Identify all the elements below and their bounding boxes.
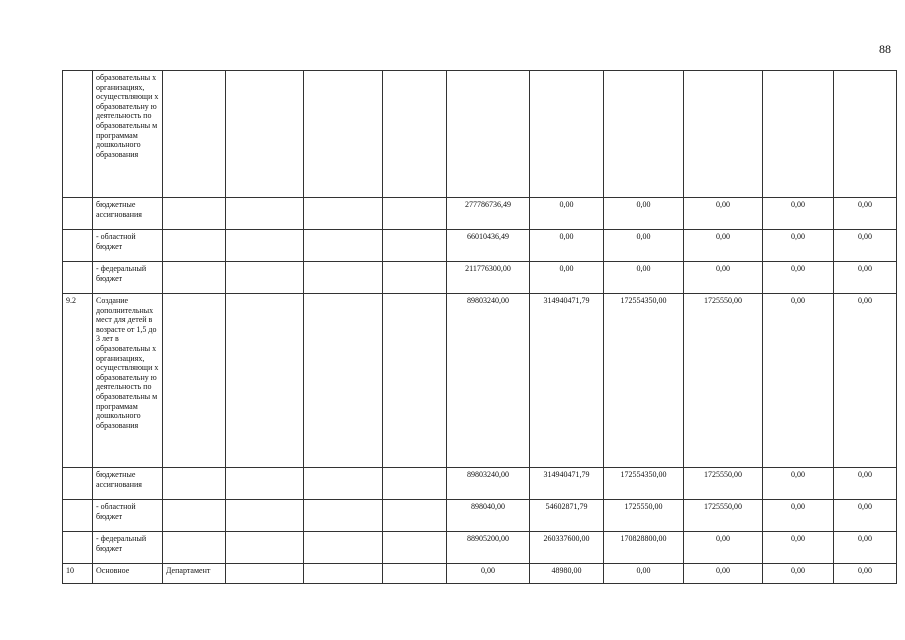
value-cell-2: 314940471,79 — [530, 294, 604, 468]
row-name-cell: Основное — [93, 564, 163, 584]
value-cell-2: 0,00 — [530, 198, 604, 230]
value-cell-3 — [604, 71, 684, 198]
value-cell-3: 172554350,00 — [604, 468, 684, 500]
value-cell-3: 172554350,00 — [604, 294, 684, 468]
executor-cell: Департамент — [163, 564, 226, 584]
row-number-cell: 10 — [63, 564, 93, 584]
value-cell-5: 0,00 — [763, 230, 834, 262]
value-cell-6: 0,00 — [834, 230, 897, 262]
executor-cell — [163, 71, 226, 198]
value-cell-6: 0,00 — [834, 262, 897, 294]
executor-cell — [163, 262, 226, 294]
empty-cell — [226, 198, 304, 230]
table-row — [63, 564, 897, 584]
value-cell-6: 0,00 — [834, 564, 897, 584]
empty-cell — [383, 230, 447, 262]
row-name-cell: - областной бюджет — [93, 500, 163, 532]
value-cell-1: 89803240,00 — [447, 294, 530, 468]
budget-table — [62, 70, 897, 584]
empty-cell — [304, 532, 383, 564]
value-cell-4: 0,00 — [684, 262, 763, 294]
empty-cell — [226, 71, 304, 198]
value-cell-1: 0,00 — [447, 564, 530, 584]
value-cell-3: 0,00 — [604, 262, 684, 294]
value-cell-6: 0,00 — [834, 294, 897, 468]
executor-cell — [163, 500, 226, 532]
executor-cell — [163, 468, 226, 500]
value-cell-5: 0,00 — [763, 468, 834, 500]
table-row — [63, 294, 897, 468]
row-name-cell: - федеральный бюджет — [93, 262, 163, 294]
value-cell-1: 89803240,00 — [447, 468, 530, 500]
empty-cell — [383, 564, 447, 584]
row-name-cell: Создание дополнительных мест для детей в возрасте от 1,5 до 3 лет в образовательны х организациях, осуществляющи х образовательну ю деятельность по образовательны м программам дошкольного образования — [93, 294, 163, 468]
empty-cell — [226, 262, 304, 294]
empty-cell — [383, 71, 447, 198]
value-cell-4: 1725550,00 — [684, 468, 763, 500]
row-number-cell — [63, 230, 93, 262]
empty-cell — [304, 262, 383, 294]
row-number-cell — [63, 500, 93, 532]
executor-cell — [163, 294, 226, 468]
value-cell-3: 0,00 — [604, 198, 684, 230]
empty-cell — [226, 500, 304, 532]
value-cell-5: 0,00 — [763, 262, 834, 294]
empty-cell — [304, 500, 383, 532]
table-row — [63, 532, 897, 564]
value-cell-4: 0,00 — [684, 532, 763, 564]
row-number-cell: 9.2 — [63, 294, 93, 468]
value-cell-4: 0,00 — [684, 564, 763, 584]
row-name-cell: - областной бюджет — [93, 230, 163, 262]
value-cell-4: 0,00 — [684, 198, 763, 230]
table-row — [63, 468, 897, 500]
row-number-cell — [63, 198, 93, 230]
value-cell-1: 88905200,00 — [447, 532, 530, 564]
table-row — [63, 198, 897, 230]
value-cell-4: 1725550,00 — [684, 500, 763, 532]
row-number-cell — [63, 532, 93, 564]
value-cell-5: 0,00 — [763, 198, 834, 230]
value-cell-1: 898040,00 — [447, 500, 530, 532]
value-cell-2: 0,00 — [530, 230, 604, 262]
value-cell-6: 0,00 — [834, 500, 897, 532]
value-cell-3: 0,00 — [604, 564, 684, 584]
empty-cell — [383, 198, 447, 230]
value-cell-5: 0,00 — [763, 294, 834, 468]
value-cell-2: 0,00 — [530, 262, 604, 294]
empty-cell — [226, 564, 304, 584]
value-cell-4: 0,00 — [684, 230, 763, 262]
value-cell-4: 1725550,00 — [684, 294, 763, 468]
value-cell-2: 54602871,79 — [530, 500, 604, 532]
value-cell-1: 277786736,49 — [447, 198, 530, 230]
row-name-cell: образовательны х организациях, осуществляющи х образовательну ю деятельность по образовательны м программам дошкольного образования — [93, 71, 163, 198]
value-cell-5: 0,00 — [763, 532, 834, 564]
empty-cell — [383, 468, 447, 500]
value-cell-3: 0,00 — [604, 230, 684, 262]
empty-cell — [226, 468, 304, 500]
row-name-cell: - федеральный бюджет — [93, 532, 163, 564]
empty-cell — [383, 294, 447, 468]
row-name-cell: бюджетные ассигнования — [93, 198, 163, 230]
table-row — [63, 230, 897, 262]
executor-cell — [163, 532, 226, 564]
empty-cell — [304, 294, 383, 468]
empty-cell — [226, 294, 304, 468]
page-number: 88 — [879, 42, 891, 56]
row-number-cell — [63, 71, 93, 198]
table-row — [63, 262, 897, 294]
value-cell-6: 0,00 — [834, 468, 897, 500]
executor-cell — [163, 230, 226, 262]
empty-cell — [383, 532, 447, 564]
value-cell-5: 0,00 — [763, 500, 834, 532]
table-row — [63, 500, 897, 532]
empty-cell — [304, 71, 383, 198]
row-number-cell — [63, 262, 93, 294]
value-cell-3: 1725550,00 — [604, 500, 684, 532]
value-cell-5 — [763, 71, 834, 198]
empty-cell — [304, 198, 383, 230]
value-cell-2: 314940471,79 — [530, 468, 604, 500]
value-cell-6: 0,00 — [834, 532, 897, 564]
value-cell-6 — [834, 71, 897, 198]
value-cell-3: 170828800,00 — [604, 532, 684, 564]
empty-cell — [304, 230, 383, 262]
value-cell-4 — [684, 71, 763, 198]
value-cell-1 — [447, 71, 530, 198]
executor-cell — [163, 198, 226, 230]
empty-cell — [304, 468, 383, 500]
value-cell-1: 66010436,49 — [447, 230, 530, 262]
empty-cell — [226, 230, 304, 262]
value-cell-2: 260337600,00 — [530, 532, 604, 564]
value-cell-5: 0,00 — [763, 564, 834, 584]
row-name-cell: бюджетные ассигнования — [93, 468, 163, 500]
value-cell-2 — [530, 71, 604, 198]
empty-cell — [304, 564, 383, 584]
empty-cell — [383, 262, 447, 294]
empty-cell — [383, 500, 447, 532]
row-number-cell — [63, 468, 93, 500]
table-row — [63, 71, 897, 198]
value-cell-6: 0,00 — [834, 198, 897, 230]
value-cell-1: 211776300,00 — [447, 262, 530, 294]
value-cell-2: 48980,00 — [530, 564, 604, 584]
empty-cell — [226, 532, 304, 564]
